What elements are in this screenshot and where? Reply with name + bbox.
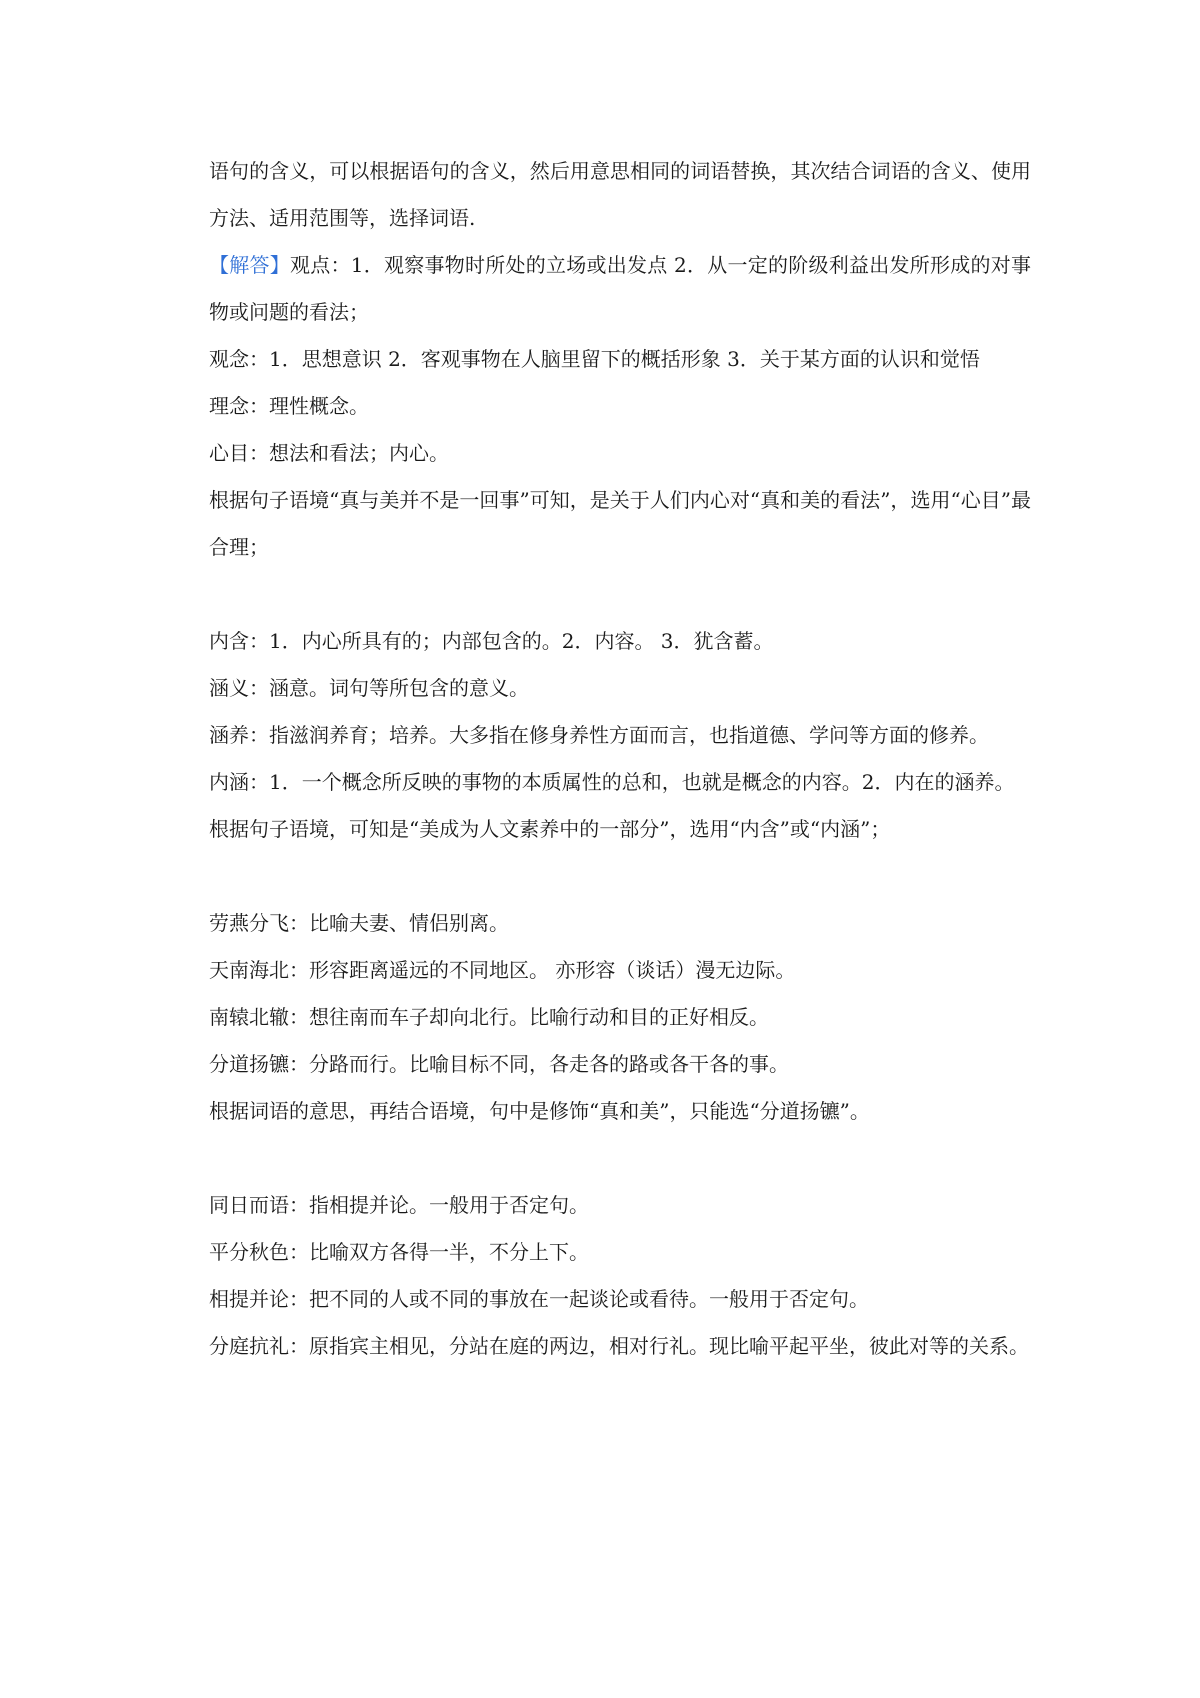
blank-line [209,1135,1031,1182]
paragraph [209,712,1031,759]
document-body [209,148,1031,1370]
paragraph-text: 涵义：涵意。词句等所包含的意义。 [209,676,529,700]
paragraph [209,1041,1031,1088]
paragraph-text: 内含：1．内心所具有的；内部包含的。2．内容。 3．犹含蓄。 [209,629,774,653]
paragraph [209,1323,1031,1370]
paragraph [209,336,1031,383]
paragraph-text: 理念：理性概念。 [209,394,369,418]
paragraph-text: 根据句子语境“真与美并不是一回事”可知，是关于人们内心对“真和美的看法”，选用“心目”最合理； [209,488,1031,559]
paragraph-text: 相提并论：把不同的人或不同的事放在一起谈论或看待。一般用于否定句。 [209,1287,869,1311]
answer-tag: 【解答】 [209,253,290,277]
paragraph [209,618,1031,665]
paragraph [209,148,1031,242]
paragraph-text: 观点：1．观察事物时所处的立场或出发点 2．从一定的阶级利益出发所形成的对事物或问题的看法； [209,253,1031,324]
paragraph-text: 分庭抗礼：原指宾主相见，分站在庭的两边，相对行礼。现比喻平起平坐，彼此对等的关系。 [209,1334,1029,1358]
paragraph-text: 内涵：1．一个概念所反映的事物的本质属性的总和，也就是概念的内容。2．内在的涵养。 [209,770,1015,794]
paragraph-text: 劳燕分飞：比喻夫妻、情侣别离。 [209,911,509,935]
paragraph [209,947,1031,994]
blank-line [209,853,1031,900]
paragraph-text: 涵养：指滋润养育；培养。大多指在修身养性方面而言，也指道德、学问等方面的修养。 [209,723,989,747]
paragraph [209,477,1031,571]
paragraph [209,1182,1031,1229]
paragraph-text: 天南海北：形容距离遥远的不同地区。 亦形容（谈话）漫无边际。 [209,958,796,982]
paragraph [209,665,1031,712]
paragraph [209,1229,1031,1276]
paragraph-text: 根据句子语境，可知是“美成为人文素养中的一部分”，选用“内含”或“内涵”； [209,817,891,841]
paragraph [209,1276,1031,1323]
paragraph-text: 同日而语：指相提并论。一般用于否定句。 [209,1193,589,1217]
paragraph [209,759,1031,806]
blank-line [209,571,1031,618]
paragraph [209,994,1031,1041]
paragraph [209,383,1031,430]
paragraph-text: 分道扬镳：分路而行。比喻目标不同，各走各的路或各干各的事。 [209,1052,789,1076]
paragraph-text: 平分秋色：比喻双方各得一半，不分上下。 [209,1240,589,1264]
paragraph-text: 南辕北辙：想往南而车子却向北行。比喻行动和目的正好相反。 [209,1005,769,1029]
paragraph [209,1088,1031,1135]
paragraph [209,900,1031,947]
paragraph-text: 语句的含义，可以根据语句的含义，然后用意思相同的词语替换，其次结合词语的含义、使用方法、适用范围等，选择词语. [209,159,1031,230]
paragraph [209,806,1031,853]
paragraph-text: 根据词语的意思，再结合语境，句中是修饰“真和美”，只能选“分道扬镳”。 [209,1099,870,1123]
paragraph-text: 心目：想法和看法；内心。 [209,441,449,465]
paragraph-text: 观念：1．思想意识 2．客观事物在人脑里留下的概括形象 3．关于某方面的认识和觉悟 [209,347,980,371]
answer-paragraph [209,242,1031,336]
paragraph [209,430,1031,477]
